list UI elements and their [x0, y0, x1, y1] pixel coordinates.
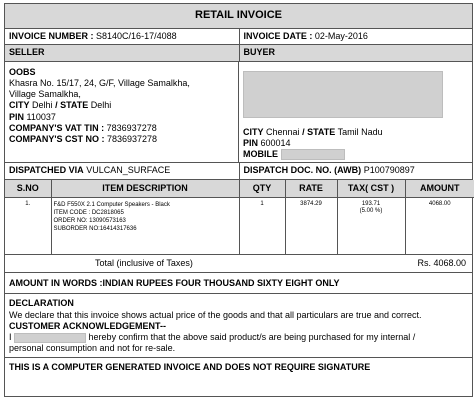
item-tax-amount: 193.71 [361, 200, 381, 207]
items-table [5, 180, 474, 254]
item-code: ITEM CODE : DC2818065 [53, 209, 124, 216]
buyer-city-state [243, 127, 468, 138]
seller-state-label: / STATE [55, 100, 89, 111]
seller-pin-label: PIN [9, 111, 25, 122]
item-tax [337, 197, 405, 254]
seller-vat-label: COMPANY'S VAT TIN : [9, 122, 105, 133]
seller-cst-label: COMPANY'S CST NO : [9, 134, 105, 144]
invoice-title: RETAIL INVOICE [5, 4, 472, 29]
buyer-pin-value: 600014 [260, 137, 291, 148]
invoice-number-label: INVOICE NUMBER : [9, 31, 94, 41]
items-header-row [5, 180, 474, 198]
declaration-section [5, 294, 472, 357]
col-header-amount: AMOUNT [405, 180, 474, 198]
col-header-rate: RATE [285, 180, 337, 198]
total-value: Rs. 4068.00 [417, 257, 466, 268]
dispatched-via-label: DISPATCHED VIA [9, 165, 84, 176]
buyer-city-label: CITY [243, 126, 264, 137]
item-rate: 3874.29 [285, 197, 337, 254]
seller-address-line1: Khasra No. 15/17, 24, G/F, Village Samalkha, [9, 77, 190, 88]
table-row [5, 197, 474, 254]
party-header-row [5, 45, 472, 61]
invoice-document [4, 3, 473, 397]
dispatched-via [5, 163, 239, 178]
seller-address-line2: Village Samalkha, [9, 89, 81, 99]
declaration-text: We declare that this invoice shows actual price of the goods and that all particulars are true and correct. [9, 309, 422, 320]
seller-cst-value: 7836937278 [107, 134, 158, 144]
customer-ack-text1: hereby confirm that the above said product/s are being purchased for my internal / [88, 332, 416, 342]
dispatch-doc [239, 163, 473, 178]
invoice-number [5, 29, 239, 44]
seller-city-state [9, 100, 234, 111]
col-header-sno: S.NO [5, 180, 51, 198]
customer-ack-heading: CUSTOMER ACKNOWLEDGEMENT-- [9, 320, 166, 331]
buyer-mobile-label: MOBILE [243, 149, 278, 159]
dispatched-via-value: VULCAN_SURFACE [86, 165, 171, 176]
total-label: Total (inclusive of Taxes) [95, 257, 193, 268]
item-description [51, 197, 239, 254]
item-tax-percent: (5.00 %) [359, 208, 383, 215]
amount-in-words: AMOUNT IN WORDS :INDIAN RUPEES FOUR THOUSAND SIXTY EIGHT ONLY [5, 273, 472, 294]
seller-vat [9, 123, 234, 134]
item-qty: 1 [239, 197, 285, 254]
seller-header: SELLER [9, 47, 45, 58]
seller-state: Delhi [90, 100, 112, 111]
customer-name-redacted [14, 333, 86, 343]
customer-ack-line1 [9, 332, 468, 343]
footer-note: THIS IS A COMPUTER GENERATED INVOICE AND DOES NOT REQUIRE SIGNATURE [9, 361, 371, 372]
seller-cst [9, 134, 234, 145]
customer-ack-prefix: I [9, 332, 12, 342]
invoice-date-label: INVOICE DATE : [243, 31, 313, 41]
buyer-mobile-redacted [281, 149, 345, 160]
buyer-state-label: / STATE [302, 126, 336, 137]
buyer-state: Tamil Nadu [337, 126, 383, 137]
invoice-date [239, 29, 473, 44]
invoice-date-value: 02-May-2016 [314, 31, 368, 41]
dispatch-doc-label: DISPATCH DOC. NO. (AWB) [243, 165, 362, 176]
buyer-address-redacted [243, 71, 443, 118]
item-suborder-no: SUBORDER NO:16414317636 [53, 226, 137, 233]
seller-pin-value: 110037 [26, 111, 56, 122]
buyer-city: Chennai [266, 126, 300, 137]
col-header-qty: QTY [239, 180, 285, 198]
declaration-heading: DECLARATION [9, 298, 74, 309]
buyer-details [238, 62, 472, 163]
seller-name: OOBS [9, 66, 36, 77]
invoice-meta-row [5, 29, 472, 45]
total-row [5, 254, 472, 273]
item-sno: 1. [5, 197, 51, 254]
buyer-header: BUYER [239, 45, 473, 60]
party-details-row [5, 62, 472, 164]
buyer-pin [243, 138, 468, 149]
col-header-description: ITEM DESCRIPTION [51, 180, 239, 198]
seller-city-label: CITY [9, 100, 30, 111]
buyer-pin-label: PIN [243, 137, 259, 148]
dispatch-row [5, 163, 472, 179]
invoice-number-value: S8140C/16-17/4088 [96, 31, 177, 41]
buyer-mobile [243, 149, 468, 160]
customer-ack-line2: personal consumption and not for re-sale. [9, 343, 176, 354]
col-header-tax: TAX( CST ) [337, 180, 405, 198]
seller-city: Delhi [32, 100, 53, 111]
seller-pin [9, 112, 234, 123]
dispatch-doc-value: P100790897 [363, 165, 415, 176]
seller-details [5, 62, 238, 163]
item-name: F&D F550X 2.1 Computer Speakers - Black [53, 201, 170, 208]
seller-vat-value: 7836937278 [106, 122, 157, 133]
item-order-no: ORDER NO: 13090573163 [53, 217, 126, 224]
item-amount: 4068.00 [428, 200, 451, 207]
